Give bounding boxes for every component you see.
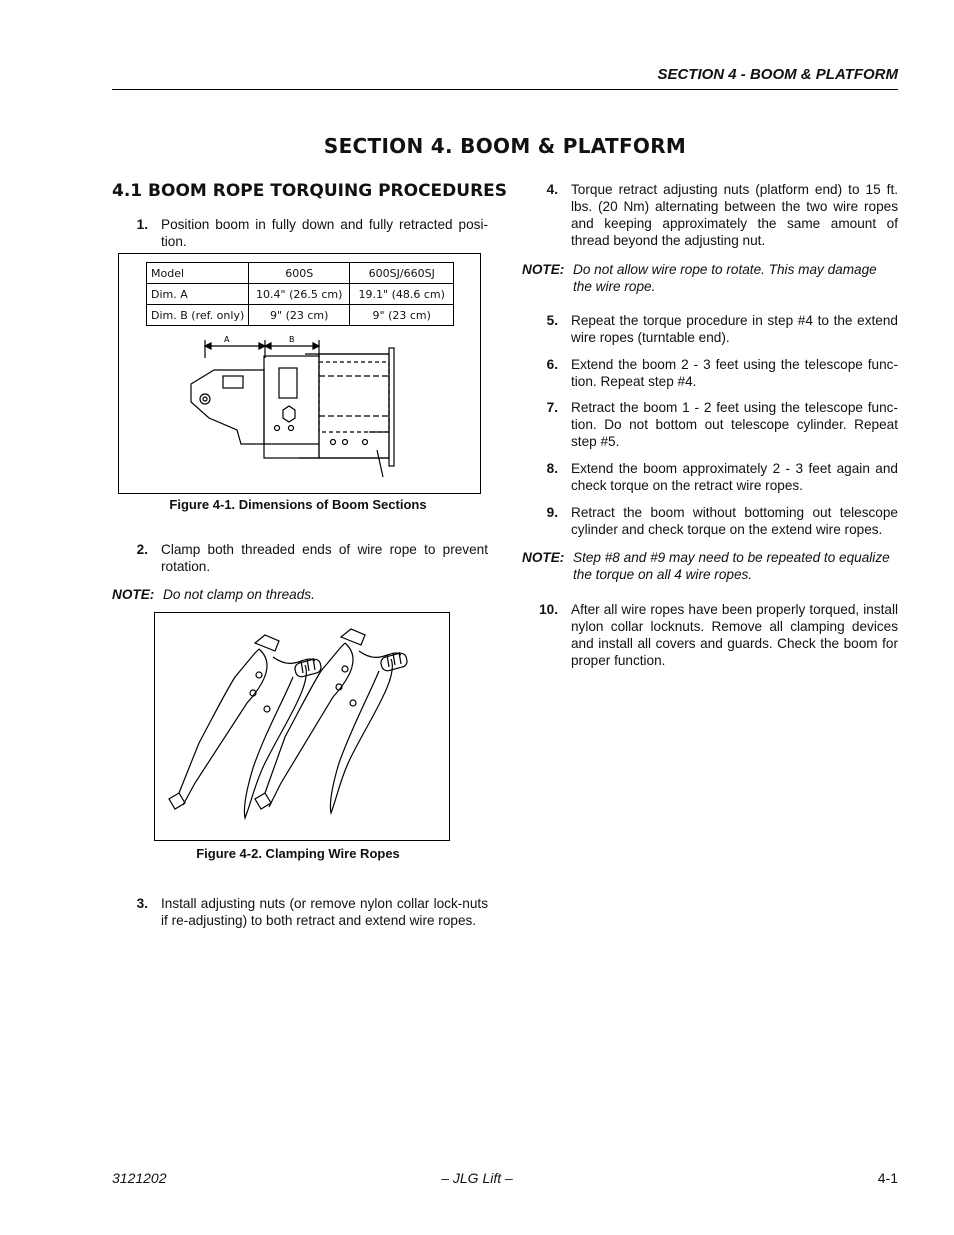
dimension-b-label: B (289, 335, 295, 344)
step-number: 5. (546, 313, 558, 328)
step-2 (112, 541, 488, 577)
note-label: NOTE: (112, 587, 155, 602)
step-number: 3. (136, 896, 148, 911)
table-cell: Dim. B (ref. only) (147, 305, 249, 326)
table-row (147, 305, 454, 326)
table-cell: 600SJ/660SJ (350, 263, 454, 284)
running-header: SECTION 4 - BOOM & PLATFORM (657, 66, 898, 83)
note-label: NOTE: (522, 262, 565, 277)
step-text: Extend the boom approximately 2 - 3 feet again and check torque on the retract wire ropes. (571, 461, 898, 493)
figure-1-caption: Figure 4-1. Dimensions of Boom Sections (169, 497, 427, 512)
step-text: Torque retract adjusting nuts (platform end) to 15 ft. lbs. (20 Nm) alternating between the two wire ropes and keeping approximately the same amount of thread beyond the adjusting nut. (571, 182, 898, 248)
footer-page-number: 4-1 (877, 1170, 898, 1186)
step-number: 7. (546, 400, 558, 415)
step-text: Clamp both threaded ends of wire rope to prevent rotation. (161, 542, 488, 574)
figure-2-caption: Figure 4-2. Clamping Wire Ropes (196, 846, 400, 861)
step-number: 2. (136, 542, 148, 557)
note-text: Step #8 and #9 may need to be repeated to equalize the torque on all 4 wire ropes. (573, 550, 890, 582)
page-title: SECTION 4. BOOM & PLATFORM (323, 134, 687, 158)
note-label: NOTE: (522, 550, 565, 565)
figure-clamping-wire-ropes (154, 612, 450, 841)
step-9 (522, 504, 898, 540)
step-10 (522, 601, 898, 671)
step-number: 9. (546, 505, 558, 520)
table-row (147, 263, 454, 284)
boom-section-drawing (119, 332, 480, 492)
footer-doc-number: 3121202 (112, 1170, 167, 1186)
step-number: 1. (136, 217, 148, 232)
step-text: Extend the boom 2 - 3 feet using the telescope func-tion. Repeat step #4. (571, 357, 898, 389)
locking-pliers-drawing (155, 613, 449, 840)
step-text: Position boom in fully down and fully retracted posi-tion. (161, 217, 488, 249)
note-wire-rope-rotate (522, 261, 898, 297)
step-6 (522, 356, 898, 392)
note-text: Do not clamp on threads. (163, 587, 315, 602)
step-5 (522, 312, 898, 348)
note-do-not-clamp (112, 586, 488, 604)
table-cell: Model (147, 263, 249, 284)
step-number: 8. (546, 461, 558, 476)
table-cell: 600S (249, 263, 350, 284)
subsection-title: 4.1 BOOM ROPE TORQUING PROCEDURES (112, 181, 508, 201)
dimension-a-label: A (224, 335, 230, 344)
table-cell: Dim. A (147, 284, 249, 305)
table-cell: 9" (23 cm) (350, 305, 454, 326)
step-text: After all wire ropes have been properly torqued, install nylon collar locknuts. Remove all clamping devices and install all covers and guards. Check the boom for proper function. (571, 602, 898, 668)
table-cell: 10.4" (26.5 cm) (249, 284, 350, 305)
step-number: 10. (539, 602, 558, 617)
step-text: Retract the boom 1 - 2 feet using the telescope func-tion. Do not bottom out telescope cylinder. Repeat step #5. (571, 400, 898, 449)
step-text: Install adjusting nuts (or remove nylon collar lock-nuts if re-adjusting) to both retract and extend wire ropes. (161, 896, 488, 928)
footer-publisher: – JLG Lift – (441, 1170, 513, 1186)
step-8 (522, 460, 898, 496)
step-text: Repeat the torque procedure in step #4 to the extend wire ropes (turntable end). (571, 313, 898, 345)
step-1 (112, 216, 488, 256)
step-number: 4. (546, 182, 558, 197)
header-rule (112, 89, 898, 90)
step-3 (112, 895, 488, 947)
table-cell: 9" (23 cm) (249, 305, 350, 326)
dimensions-table (146, 262, 454, 326)
note-text: Do not allow wire rope to rotate. This may damage the wire rope. (573, 262, 877, 294)
table-row (147, 284, 454, 305)
step-4 (522, 181, 898, 251)
step-number: 6. (546, 357, 558, 372)
step-7 (522, 399, 898, 451)
table-cell: 19.1" (48.6 cm) (350, 284, 454, 305)
figure-boom-dimensions (118, 253, 481, 494)
note-repeat-steps (522, 549, 898, 585)
step-text: Retract the boom without bottoming out telescope cylinder and check torque on the extend wire ropes. (571, 505, 898, 537)
